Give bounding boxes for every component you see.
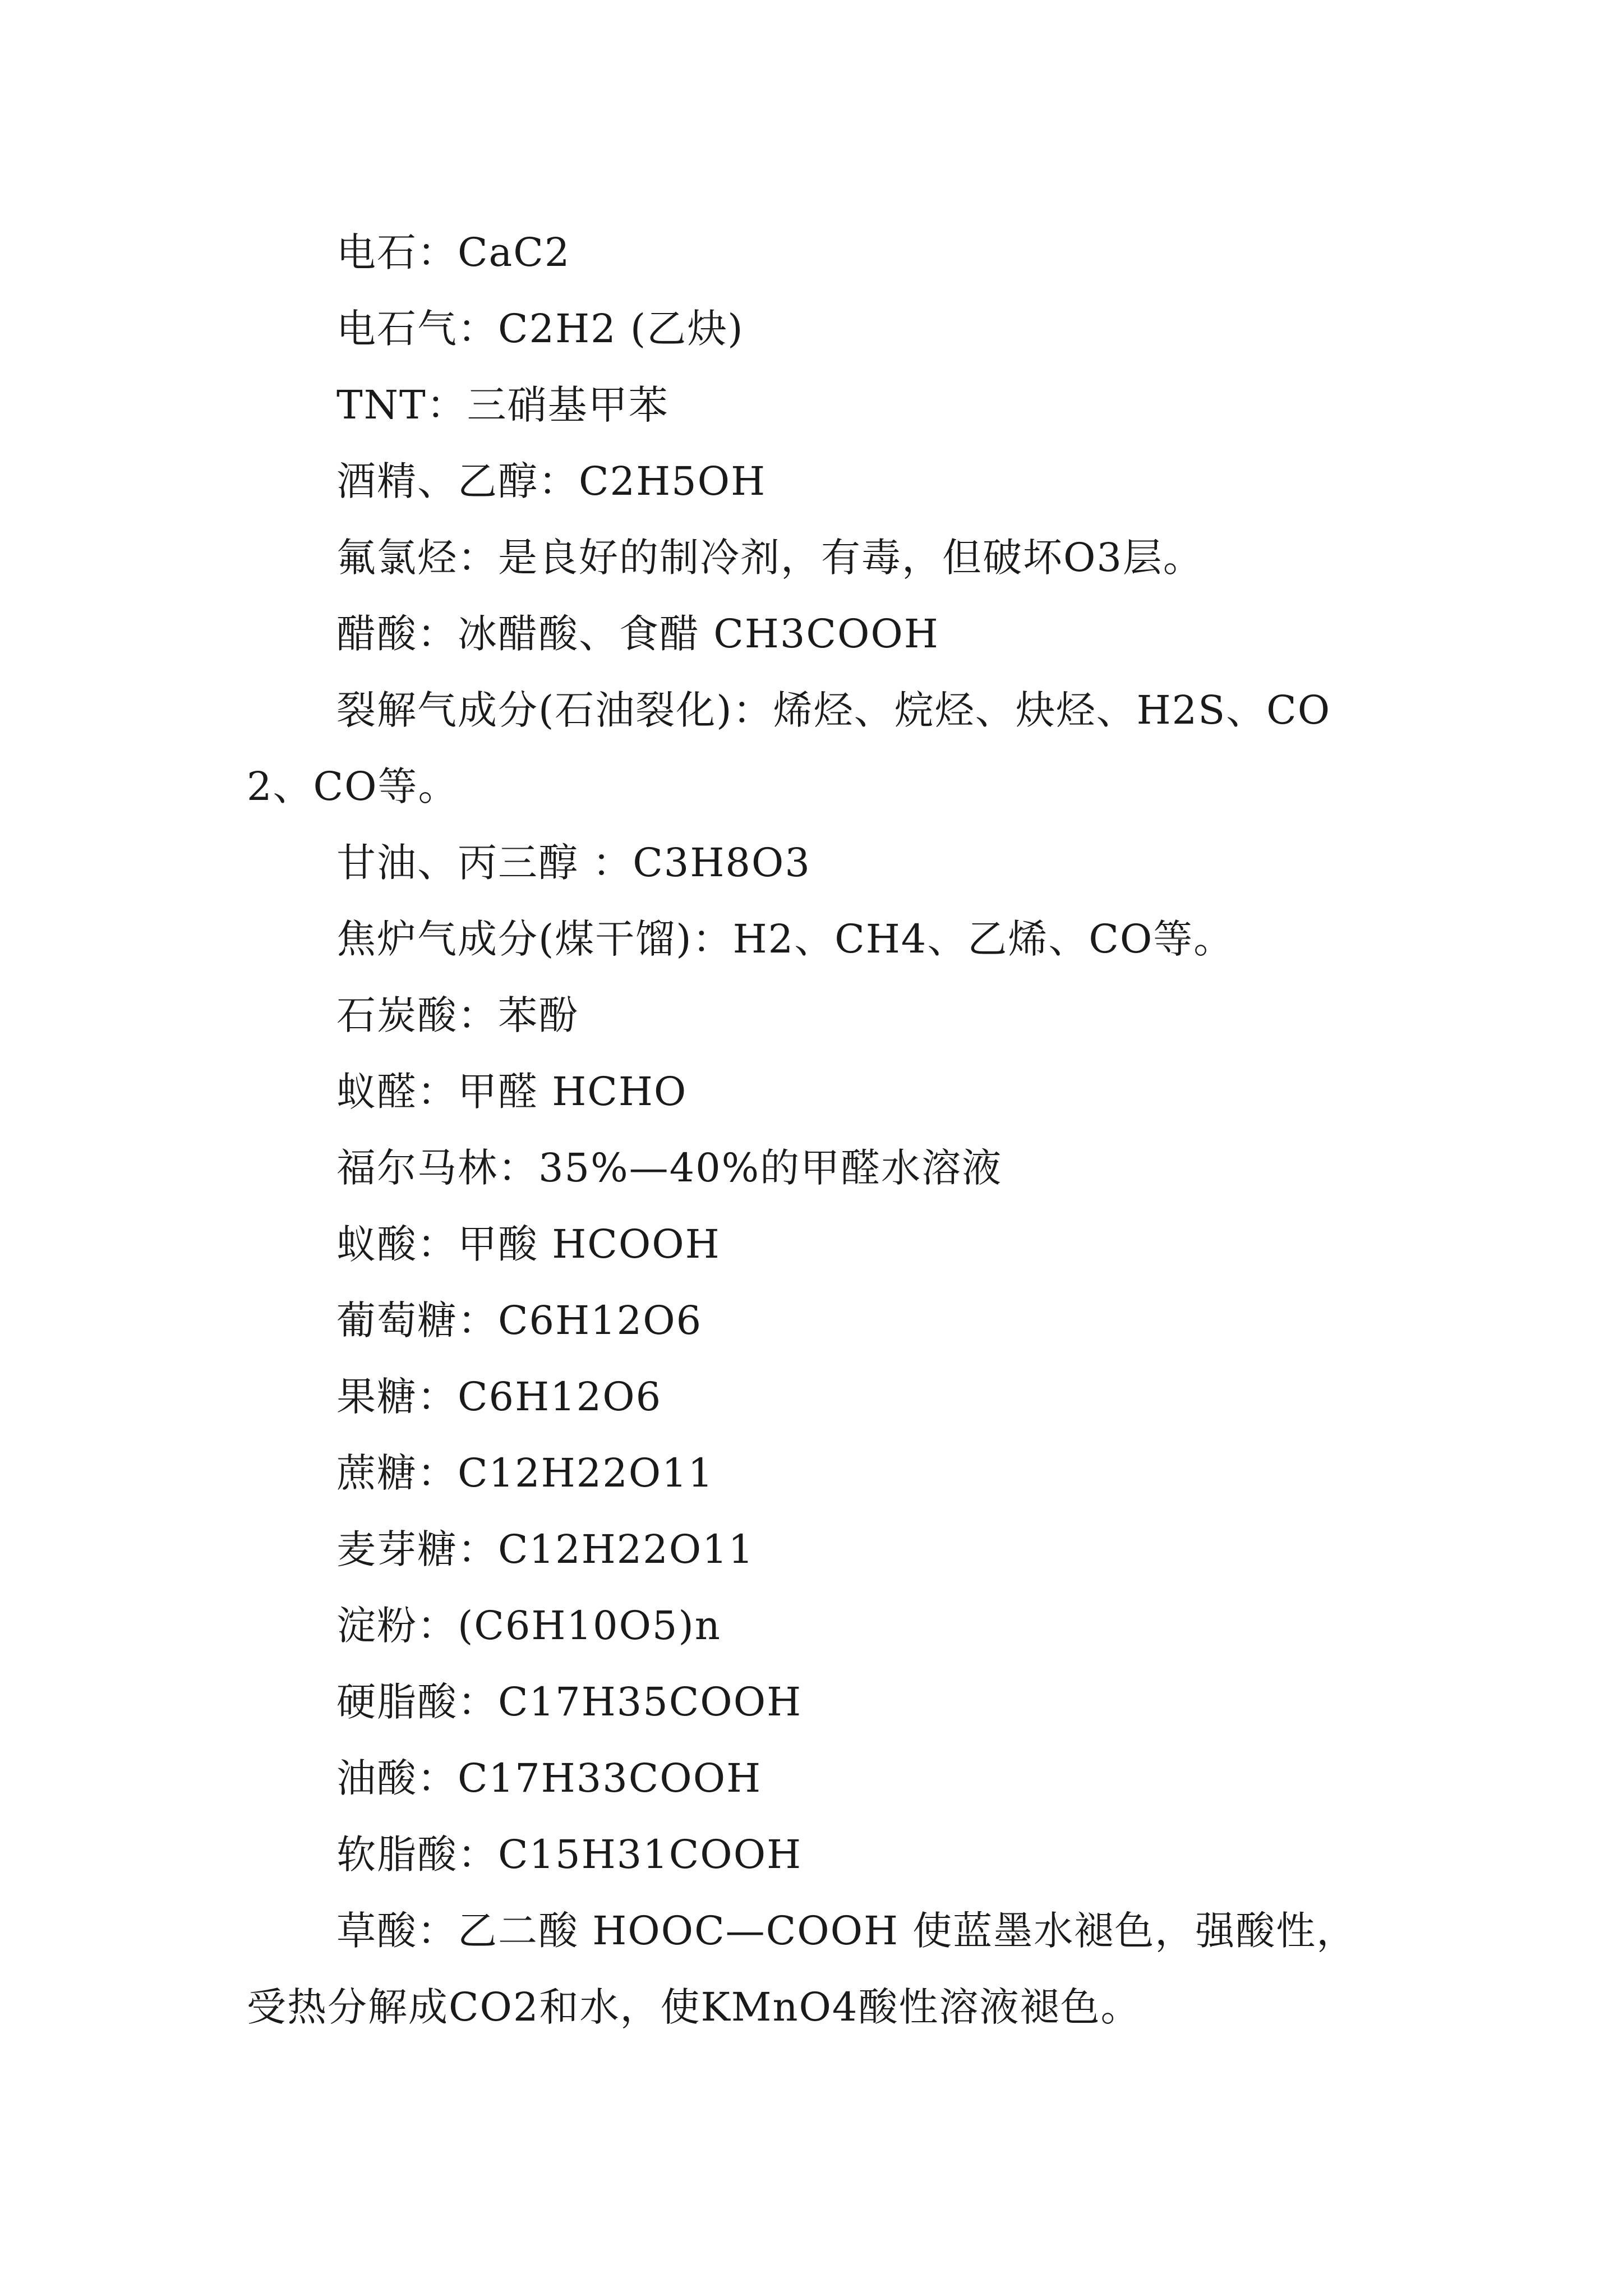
paragraph-palmitic-acid: 软脂酸：C15H31COOH <box>336 1832 803 1878</box>
paragraph-formic-acid: 蚁酸：甲酸 HCOOH <box>336 1221 721 1267</box>
paragraph-stearic-acid: 硬脂酸：C17H35COOH <box>336 1679 803 1725</box>
paragraph-ethanol: 酒精、乙醇：C2H5OH <box>336 458 767 504</box>
paragraph-tnt: TNT：三硝基甲苯 <box>336 382 669 428</box>
paragraph-glycerol: 甘油、丙三醇 ：C3H8O3 <box>336 840 811 886</box>
paragraph-acetylene: 电石气：C2H2 (乙炔) <box>336 306 744 352</box>
paragraph-oxalic-acid: 草酸：乙二酸 HOOC—COOH 使蓝墨水褪色，强酸性，受热分解成CO2和水，使KMnO4酸性溶液褪色。 <box>247 1908 1357 2030</box>
paragraph-fructose: 果糖：C6H12O6 <box>336 1374 662 1420</box>
paragraph-formalin: 福尔马林：35%—40%的甲醛水溶液 <box>336 1145 1003 1191</box>
paragraph-glucose: 葡萄糖：C6H12O6 <box>336 1297 703 1343</box>
paragraph-cfc: 氟氯烃：是良好的制冷剂，有毒，但破坏O3层。 <box>336 535 1204 581</box>
paragraph-calcium-carbide: 电石：CaC2 <box>336 229 571 275</box>
paragraph-acetic-acid: 醋酸：冰醋酸、食醋 CH3COOH <box>336 611 939 657</box>
paragraph-phenol: 石炭酸：苯酚 <box>336 992 579 1038</box>
paragraph-sucrose: 蔗糖：C12H22O11 <box>336 1450 714 1496</box>
paragraph-formaldehyde: 蚁醛：甲醛 HCHO <box>336 1069 688 1115</box>
paragraph-cracking-gas: 裂解气成分(石油裂化)：烯烃、烷烃、炔烃、H2S、CO2、CO等。 <box>247 687 1331 809</box>
paragraph-starch: 淀粉：(C6H10O5)n <box>336 1603 721 1649</box>
paragraph-oleic-acid: 油酸：C17H33COOH <box>336 1755 762 1801</box>
document-body <box>247 214 1385 2045</box>
paragraph-coke-oven-gas: 焦炉气成分(煤干馏)：H2、CH4、乙烯、CO等。 <box>336 916 1234 962</box>
paragraph-maltose: 麦芽糖：C12H22O11 <box>336 1526 755 1572</box>
